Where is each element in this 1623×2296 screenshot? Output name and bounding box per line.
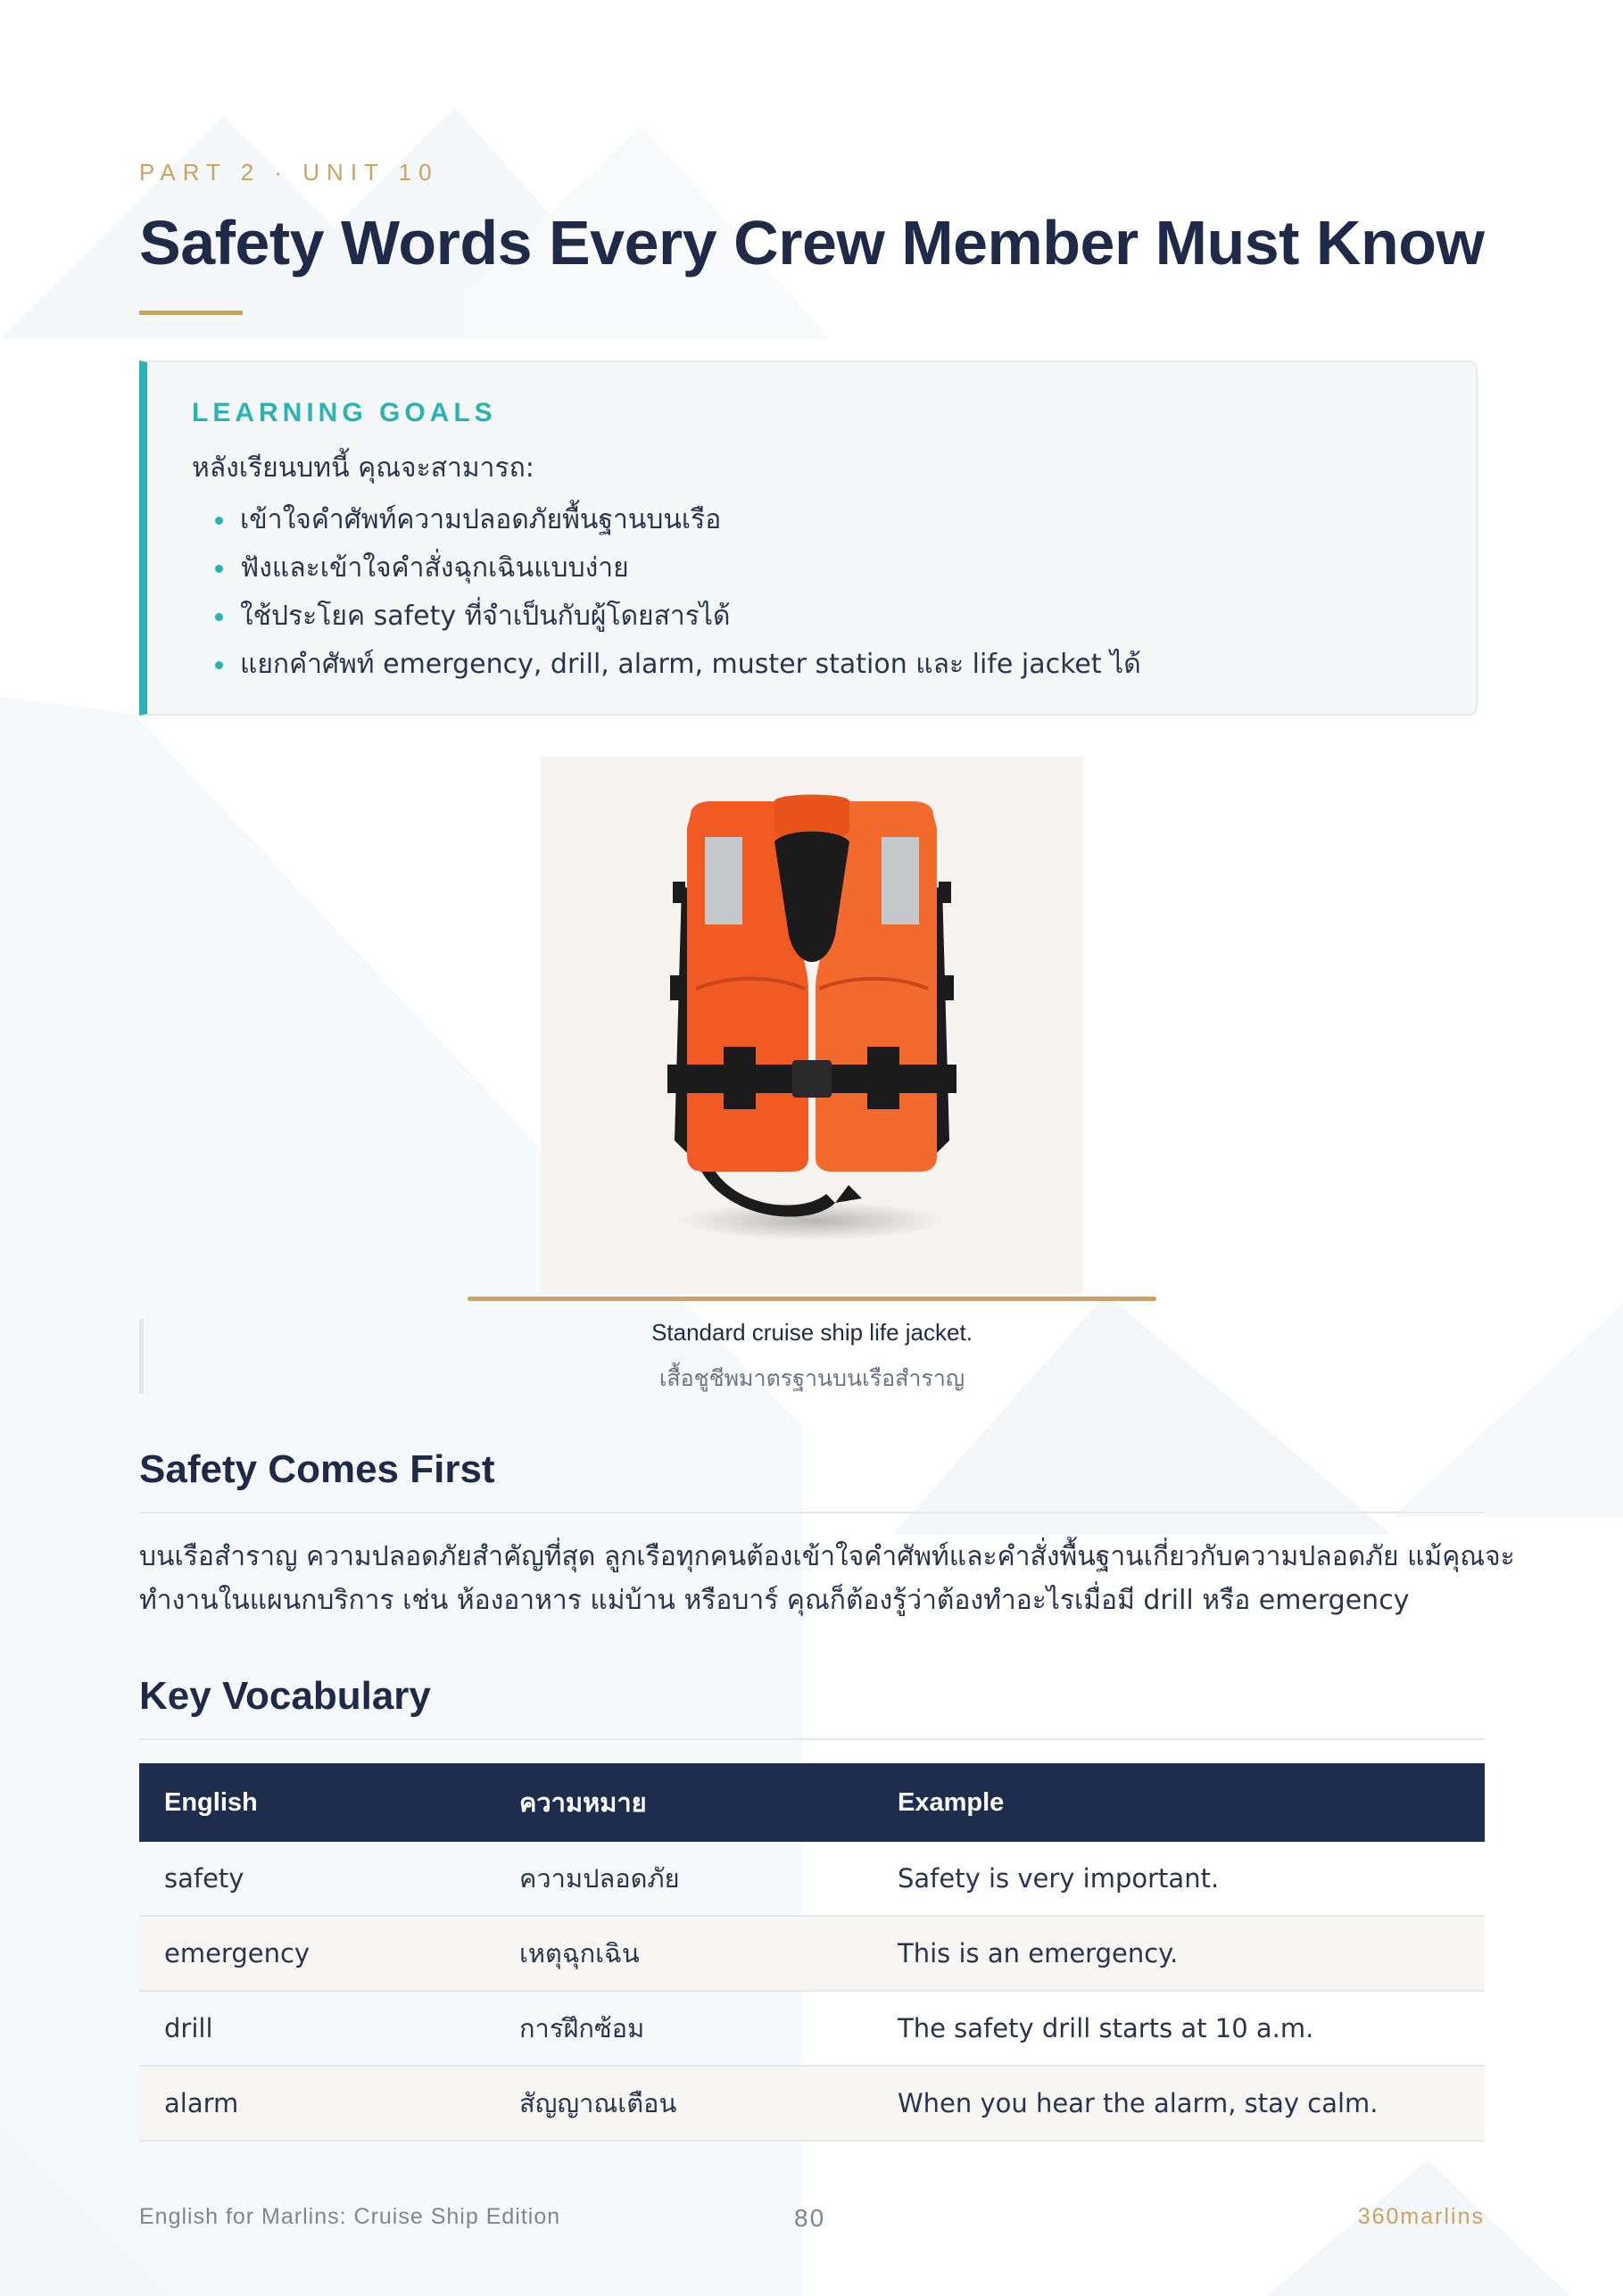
section-heading-safety: Safety Comes First — [139, 1447, 495, 1491]
goal-item — [192, 593, 1141, 641]
cell-english: drill — [139, 1991, 494, 2066]
paragraph-line: บนเรือสำราญ ความปลอดภัยสำคัญที่สุด ลูกเรือทุกคนต้องเข้าใจคำศัพท์และคำสั่งพื้นฐานเกี่ยวกับความปลอดภัย แม้คุณจะ — [139, 1541, 1515, 1572]
page-title: Safety Words Every Crew Member Must Know — [139, 208, 1485, 278]
figure-caption-english: Standard cruise ship life jacket. — [651, 1319, 973, 1346]
section-rule — [139, 1738, 1485, 1740]
cell-english: emergency — [139, 1916, 494, 1991]
cell-english: safety — [139, 1842, 494, 1916]
column-header-example: Example — [873, 1763, 1485, 1842]
table-row — [139, 1991, 1485, 2066]
column-header-english: English — [139, 1763, 494, 1842]
intro-paragraph — [139, 1535, 1515, 1622]
table-row — [139, 2066, 1485, 2141]
cell-meaning: สัญญาณเตือน — [494, 2066, 873, 2141]
page-number: 80 — [794, 2204, 826, 2232]
learning-goals-list — [192, 496, 1141, 689]
cell-meaning: ความปลอดภัย — [494, 1842, 873, 1916]
table-row — [139, 1842, 1485, 1916]
learning-goals-intro: หลังเรียนบทนี้ คุณจะสามารถ: — [192, 452, 534, 484]
cell-english: alarm — [139, 2066, 494, 2141]
goal-text: ใช้ประโยค safety ที่จำเป็นกับผู้โดยสารได้ — [240, 601, 731, 632]
vocabulary-table — [139, 1763, 1485, 2142]
bullet-icon — [215, 613, 223, 621]
title-underline — [139, 311, 243, 315]
learning-goals-box — [139, 361, 1478, 716]
cell-example: This is an emergency. — [873, 1916, 1485, 1991]
column-header-meaning: ความหมาย — [494, 1763, 873, 1842]
unit-label: PART 2 · UNIT 10 — [139, 159, 439, 186]
section-rule — [139, 1512, 1485, 1513]
life-jacket-photo — [541, 757, 1083, 1294]
paragraph-line: ทำงานในแผนกบริการ เช่น ห้องอาหาร แม่บ้าน หรือบาร์ คุณก็ต้องรู้ว่าต้องทำอะไรเมื่อมี drill หรือ emergency — [139, 1585, 1410, 1616]
learning-goals-title: LEARNING GOALS — [192, 398, 497, 427]
cell-example: Safety is very important. — [873, 1842, 1485, 1916]
goal-item — [192, 496, 1141, 544]
footer-book-title: English for Marlins: Cruise Ship Edition — [139, 2204, 561, 2229]
goal-text: แยกคำศัพท์ emergency, drill, alarm, muster station และ life jacket ได้ — [240, 649, 1141, 680]
cell-meaning: การฝึกซ้อม — [494, 1991, 873, 2066]
bullet-icon — [215, 517, 223, 525]
goal-text: เข้าใจคำศัพท์ความปลอดภัยพื้นฐานบนเรือ — [240, 504, 722, 535]
footer-brand: 360marlins — [1357, 2204, 1485, 2229]
goal-item — [192, 544, 1141, 593]
figure-underline — [468, 1297, 1156, 1301]
table-header-row — [139, 1763, 1485, 1842]
bullet-icon — [215, 565, 223, 573]
figure-caption-thai: เสื้อชูชีพมาตรฐานบนเรือสำราญ — [658, 1365, 965, 1391]
cell-example: The safety drill starts at 10 a.m. — [873, 1991, 1485, 2066]
section-heading-vocabulary: Key Vocabulary — [139, 1674, 431, 1718]
cell-example: When you hear the alarm, stay calm. — [873, 2066, 1485, 2141]
cell-meaning: เหตุฉุกเฉิน — [494, 1916, 873, 1991]
bullet-icon — [215, 661, 223, 669]
table-row — [139, 1916, 1485, 1991]
goal-item — [192, 641, 1141, 689]
goal-text: ฟังและเข้าใจคำสั่งฉุกเฉินแบบง่าย — [240, 552, 629, 584]
